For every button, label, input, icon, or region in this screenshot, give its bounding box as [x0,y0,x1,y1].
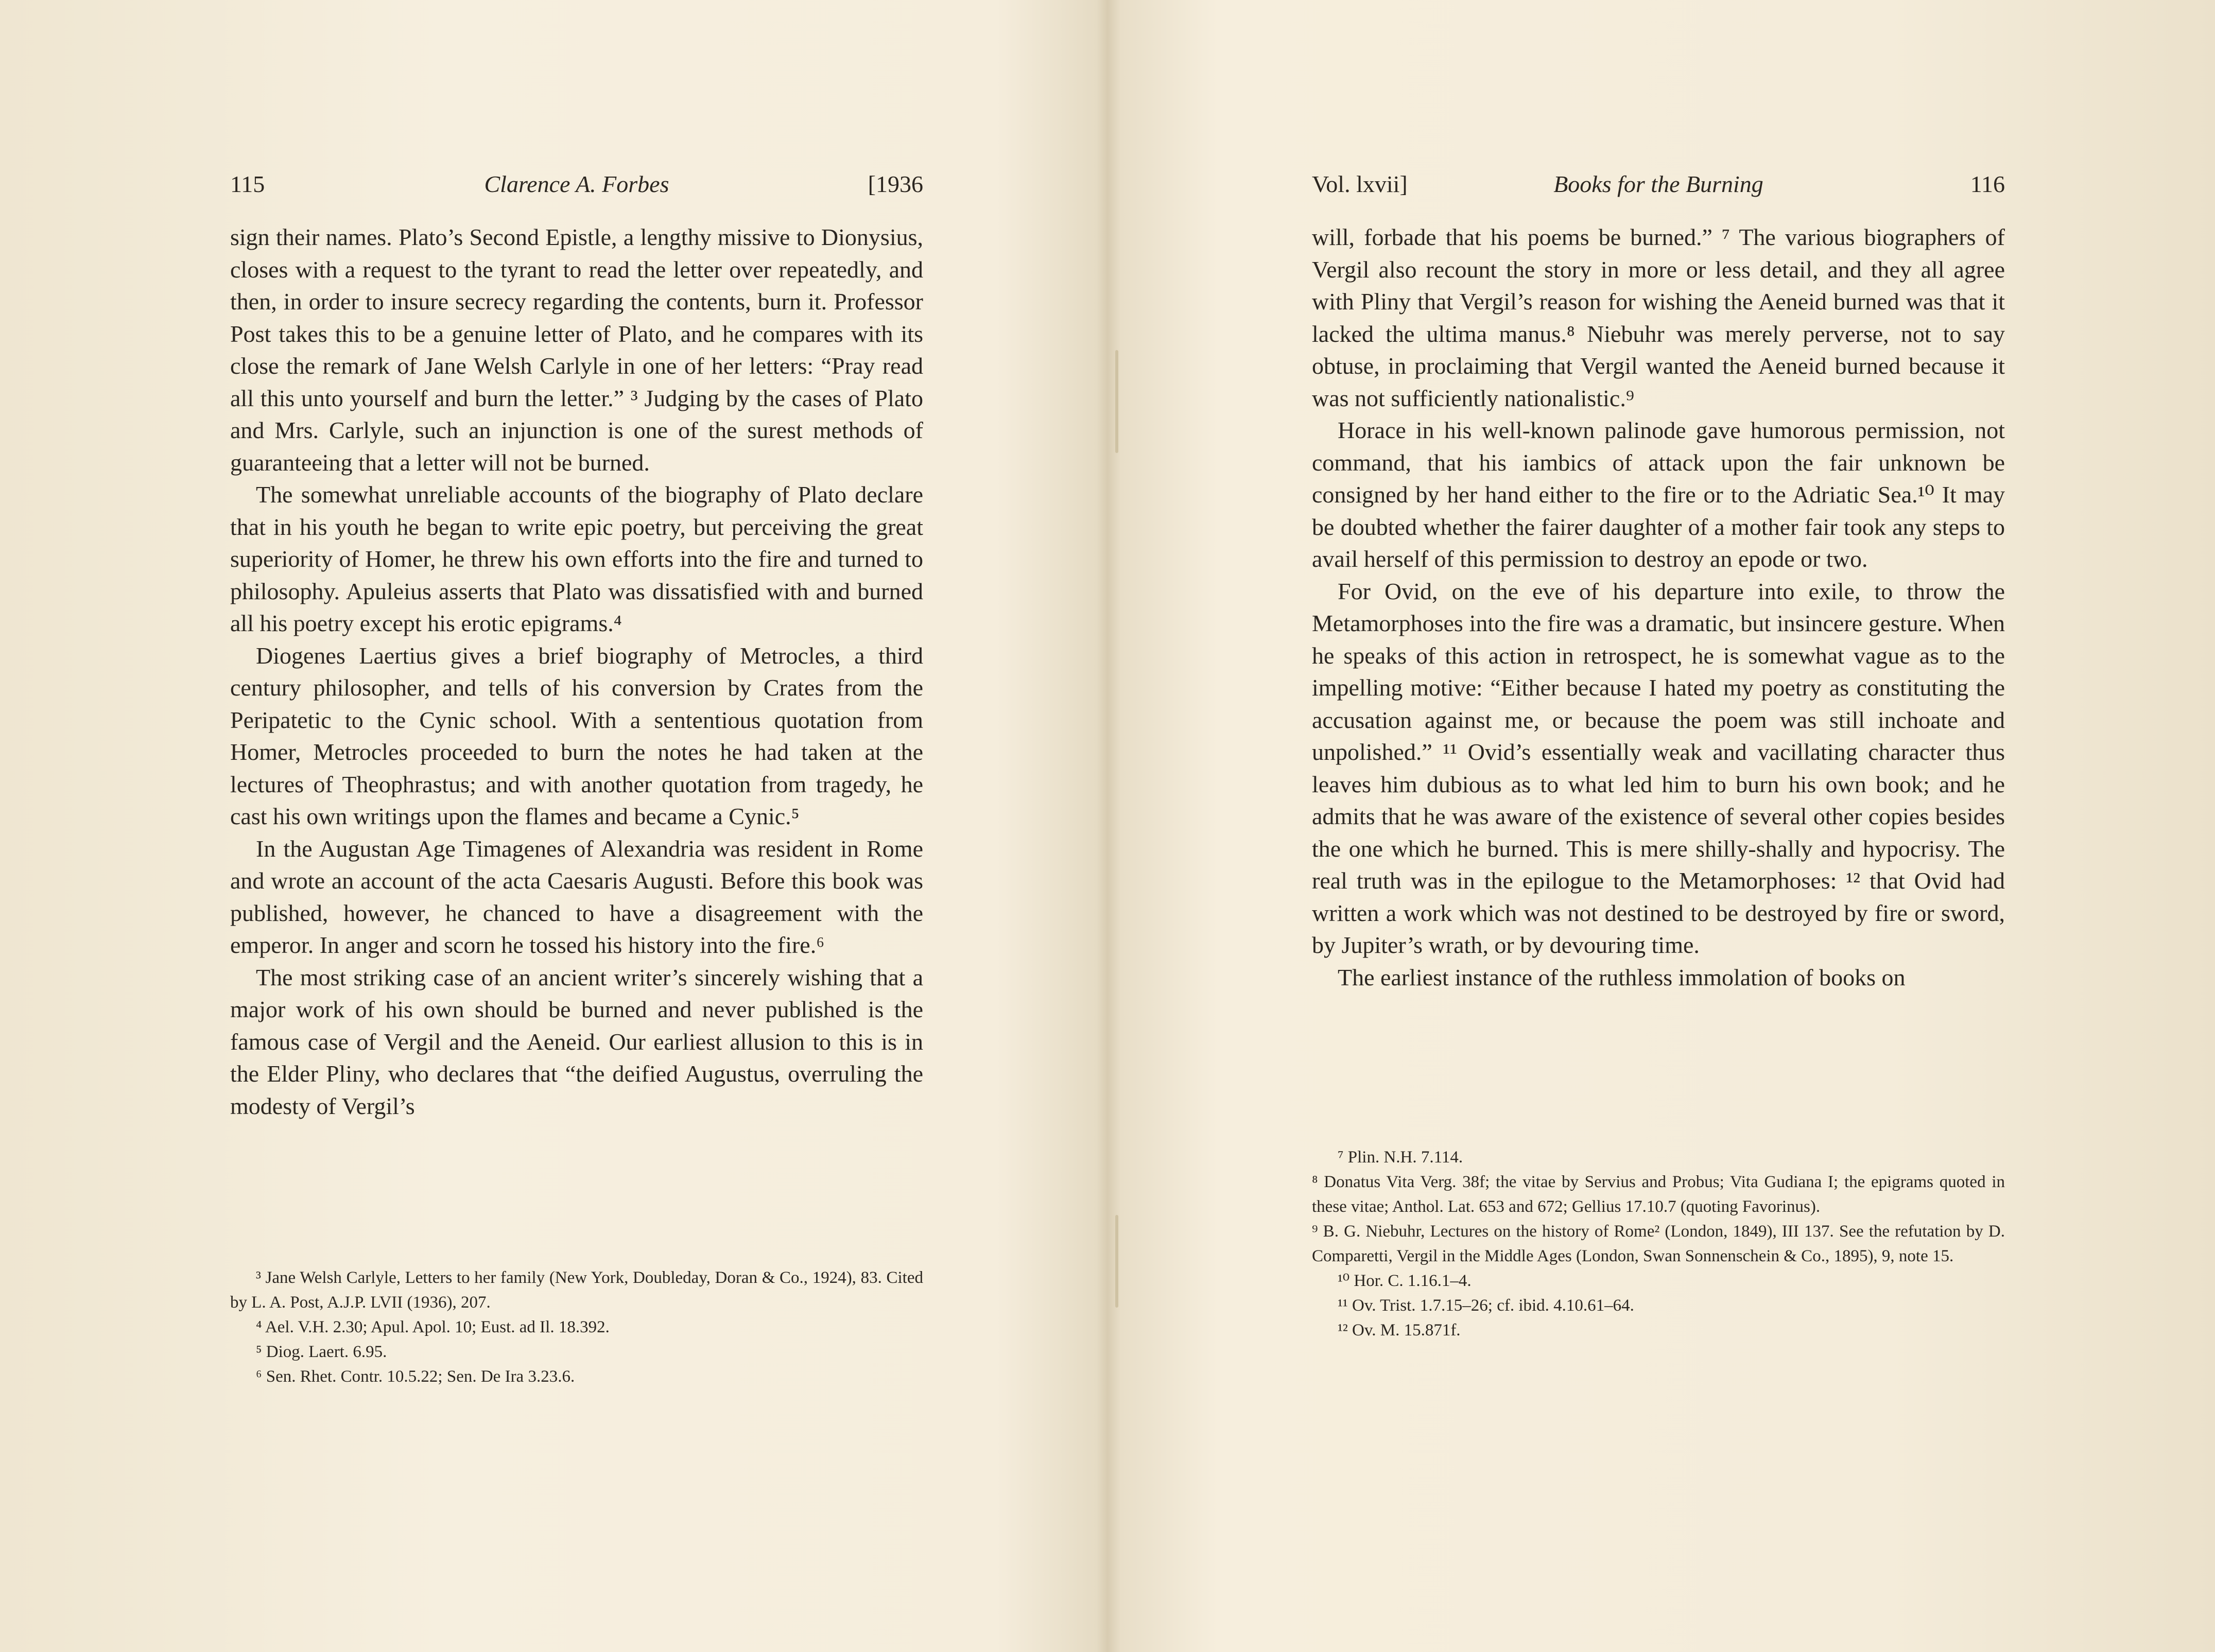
body-text-right [1312,221,2005,994]
footnote: ⁶ Sen. Rhet. Contr. 10.5.22; Sen. De Ira 3.23.6. [256,1367,575,1386]
paragraph: The somewhat unreliable accounts of the biography of Plato declare that in his youth he began to write epic poetry, but perceiving the great superiority of Homer, he threw his own efforts into the fire and turned to philosophy. Apuleius asserts that Plato was dissatisfied with and burned all his poetry except his erotic epigrams.⁴ [230,481,923,636]
running-head-left [230,164,923,210]
paragraph: Horace in his well-known palinode gave humorous permission, not command, that his iambics of attack upon the fair unknown be consigned by her hand either to the fire or to the Adriatic Sea.¹⁰ It may be doubted whether the fairer daughter of a mother fair took any steps to avail herself of this permission to destroy an epode or two. [1312,417,2005,572]
footnote: ⁸ Donatus Vita Verg. 38f; the vitae by Servius and Probus; Vita Gudiana I; the epigrams quoted in these vitae; Anthol. Lat. 653 and 672; Gellius 17.10.7 (quoting Favorinus). [1312,1173,2005,1216]
footnote: ³ Jane Welsh Carlyle, Letters to her family (New York, Doubleday, Doran & Co., 1924), 83. Cited by L. A. Post, A.J.P. LVII (1936), 207. [230,1268,923,1312]
paragraph: For Ovid, on the eve of his departure into exile, to throw the Metamorphoses into the fire was a dramatic, but insincere gesture. When he speaks of this action in retrospect, he is somewhat vague as to the impelling motive: “Either because I hated my poetry as constituting the accusation against me, or because the poem was still inchoate and unpolished.” ¹¹ Ovid’s essentially weak and vacillating character thus leaves him dubious as to what led him to burn his own book; and he admits that he was aware of the existence of several other copies besides the one which he burned. This is mere shilly-shally and hypocrisy. The real truth was in the epilogue to the Metamorphoses: ¹² that Ovid had written a work which was not destined to be destroyed by fire or sword, by Jupiter’s wrath, or by devouring time. [1312,578,2005,958]
right-page [1108,0,2215,1652]
footnotes-right [1312,1145,2005,1343]
page-number: 115 [230,171,265,197]
paragraph: In the Augustan Age Timagenes of Alexandria was resident in Rome and wrote an account of the acta Caesaris Augusti. Before this book was published, however, he chanced to have a disagreement with the emperor. In anger and scorn he tossed his history into the fire.⁶ [230,835,923,958]
page-number: 116 [1970,171,2005,197]
volume-label: Vol. lxvii] [1312,171,1408,197]
footnote: ¹⁰ Hor. C. 1.16.1–4. [1338,1272,1472,1290]
footnote: ⁵ Diog. Laert. 6.95. [256,1343,387,1361]
paragraph: sign their names. Plato’s Second Epistle, a lengthy missive to Dionysius, closes with a request to the tyrant to read the letter over repeatedly, and then, in order to insure secrecy regarding the contents, burn it. Professor Post takes this to be a genuine letter of Plato, and he compares with its close the remark of Jane Welsh Carlyle in one of her letters: “Pray read all this unto yourself and burn the letter.” ³ Judging by the cases of Plato and Mrs. Carlyle, such an injunction is one of the surest methods of guaranteeing that a letter will not be burned. [230,224,923,476]
footnote: ⁷ Plin. N.H. 7.114. [1338,1148,1463,1167]
running-title-article: Books for the Burning [1553,171,1763,197]
running-title-author: Clarence A. Forbes [484,171,669,197]
footnote: ⁹ B. G. Niebuhr, Lectures on the history of Rome² (London, 1849), III 137. See the refutation by D. Comparetti, Vergil in the Middle Ages (London, Swan Sonnenschein & Co., 1895), 9, note 15. [1312,1222,2005,1265]
paragraph: will, forbade that his poems be burned.” ⁷ The various biographers of Vergil also recount the story in more or less detail, and they all agree with Pliny that Vergil’s reason for wishing the Aeneid burned was that it lacked the ultima manus.⁸ Niebuhr was merely perverse, not to say obtuse, in proclaiming that Vergil wanted the Aeneid burned because it was not sufficiently nationalistic.⁹ [1312,224,2005,411]
footnote: ¹¹ Ov. Trist. 1.7.15–26; cf. ibid. 4.10.61–64. [1338,1296,1634,1315]
left-page [0,0,1107,1652]
running-head-right [1312,164,2005,210]
footnotes-left [230,1265,923,1389]
paragraph: The earliest instance of the ruthless immolation of books on [1338,964,1906,990]
paragraph: Diogenes Laertius gives a brief biography of Metrocles, a third century philosopher, and tells of his conversion by Crates from the Peripatetic to the Cynic school. With a sententious quotation from Homer, Metrocles proceeded to burn the notes he had taken at the lectures of Theophrastus; and with another quotation from tragedy, he cast his own writings upon the flames and became a Cynic.⁵ [230,642,923,829]
running-year: [1936 [868,171,923,197]
body-text-left [230,221,923,1122]
footnote: ⁴ Ael. V.H. 2.30; Apul. Apol. 10; Eust. ad Il. 18.392. [256,1318,610,1336]
paragraph: The most striking case of an ancient writer’s sincerely wishing that a major work of his own should be burned and never published is the famous case of Vergil and the Aeneid. Our earliest allusion to this is in the Elder Pliny, who declares that “the deified Augustus, overruling the modesty of Vergil’s [230,964,923,1119]
footnote: ¹² Ov. M. 15.871f. [1338,1321,1461,1340]
